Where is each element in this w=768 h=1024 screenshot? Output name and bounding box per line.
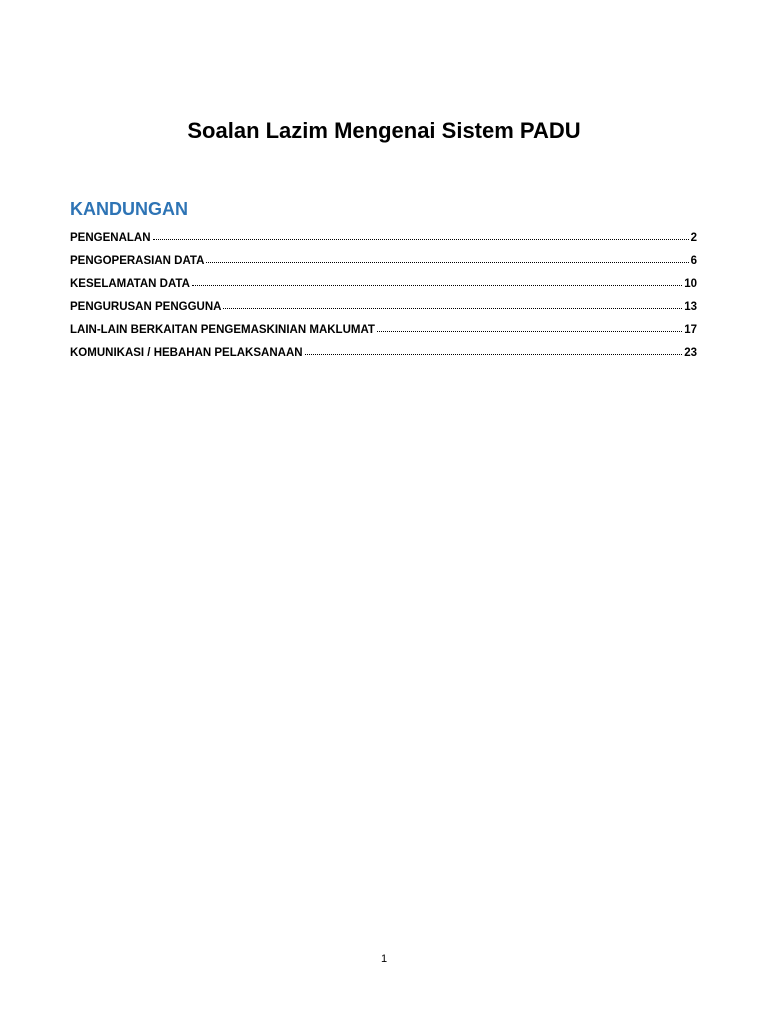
- toc-entry-label: KESELAMATAN DATA: [70, 278, 190, 290]
- toc-entry-page: 17: [684, 324, 697, 336]
- toc-dot-leader: [305, 353, 683, 355]
- document-title: Soalan Lazim Mengenai Sistem PADU: [187, 118, 581, 143]
- toc-entry-pengoperasian-data[interactable]: [70, 254, 697, 277]
- toc-entry-page: 23: [684, 347, 697, 359]
- toc-entry-label: PENGENALAN: [70, 232, 151, 244]
- toc-entry-komunikasi[interactable]: [70, 346, 697, 369]
- toc-entry-label: PENGOPERASIAN DATA: [70, 255, 205, 267]
- toc-dot-leader: [153, 238, 689, 240]
- toc-entry-page: 13: [684, 301, 697, 313]
- toc-entry-page: 10: [684, 278, 697, 290]
- toc-entry-label: PENGURUSAN PENGGUNA: [70, 301, 222, 313]
- toc-dot-leader: [192, 284, 682, 286]
- toc-entry-label: LAIN-LAIN BERKAITAN PENGEMASKINIAN MAKLUMAT: [70, 324, 375, 336]
- toc-entry-label: KOMUNIKASI / HEBAHAN PELAKSANAAN: [70, 347, 303, 359]
- toc-dot-leader: [223, 307, 682, 309]
- toc-dot-leader: [377, 330, 682, 332]
- toc-entry-page: 2: [690, 232, 697, 244]
- toc-dot-leader: [206, 261, 688, 263]
- table-of-contents: [70, 231, 697, 369]
- toc-entry-pengenalan[interactable]: [70, 231, 697, 254]
- toc-entry-lain-lain[interactable]: [70, 323, 697, 346]
- page-number: 1: [380, 953, 388, 965]
- toc-entry-page: 6: [690, 255, 697, 267]
- toc-heading: KANDUNGAN: [70, 199, 188, 219]
- toc-entry-keselamatan-data[interactable]: [70, 277, 697, 300]
- toc-entry-pengurusan-pengguna[interactable]: [70, 300, 697, 323]
